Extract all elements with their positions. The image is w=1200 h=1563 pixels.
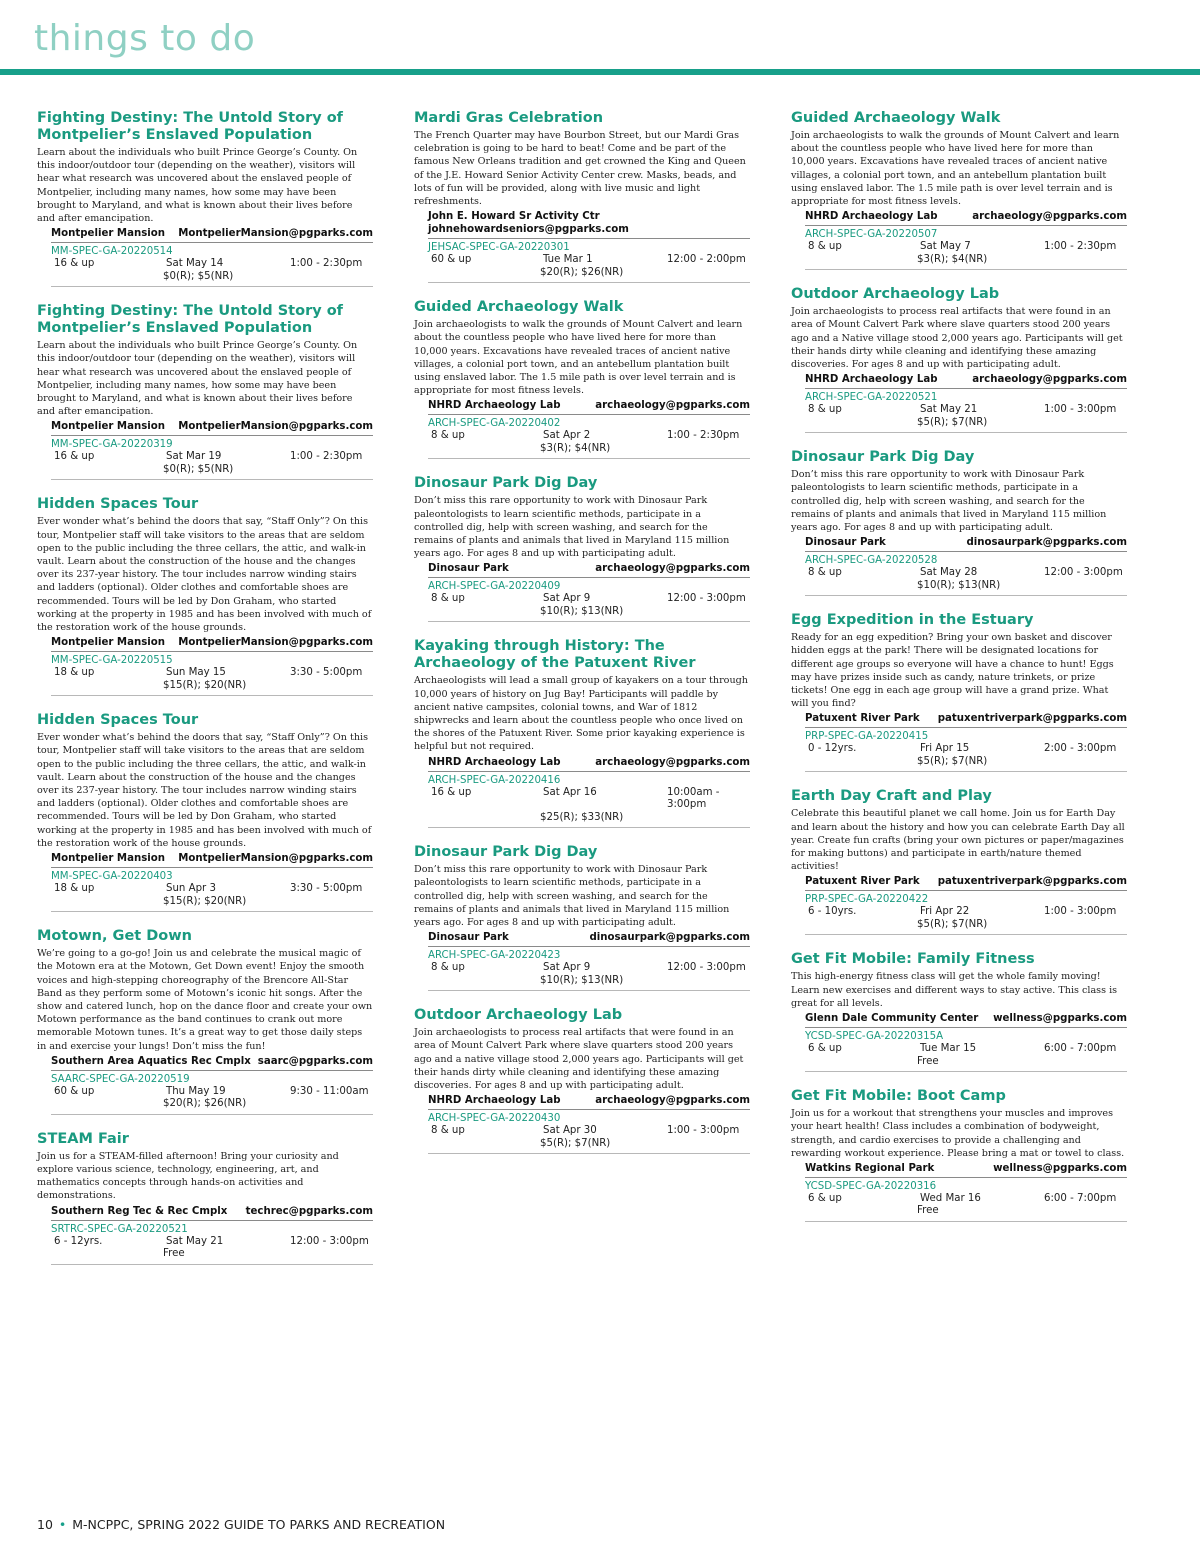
- event-location: NHRD Archaeology Lab: [428, 400, 561, 412]
- event-email[interactable]: dinosaurpark@pgparks.com: [966, 537, 1127, 549]
- event-time: 1:00 - 3:00pm: [1044, 906, 1117, 918]
- event-description: The French Quarter may have Bourbon Street, but our Mardi Gras celebration is going to be hard to beat! Come and be part of the famous New Orleans tradition and get crowned the King and Queen of the J.E. Howard Senior Activity Center crew. Masks, beads, and lots of fun will be provided, along with live music and light refreshments.: [414, 130, 746, 208]
- event-location: Montpelier Mansion: [51, 637, 165, 649]
- event-description: Ever wonder what’s behind the doors that say, “Staff Only”? On this tour, Montpelier staff will take visitors to the areas that are seldom open to the public including the three cellars, the attic, and walk-in vault. Learn about the construction of the house and the changes over its 237-year history. The tour includes narrow winding stairs and ladders (optional). Older clothes and comfortable shoes are recommended. Tours will be led by Don Graham, who started working at the property in 1985 and has been involved with much of the restoration work of the house grounds.: [37, 732, 372, 849]
- event-code: JEHSAC-SPEC-GA-20220301: [428, 242, 570, 254]
- event-location-line: [51, 1055, 373, 1071]
- event-location-line: [805, 1162, 1127, 1178]
- event-description: Join archaeologists to process real artifacts that were found in an area of Mount Calvert Park where slave quarters stood 200 years ago and a native village stood 2,000 years ago. Participants will get their hands dirty while cleaning and identifying these amazing discoveries. For ages 8 and up with participating adult.: [414, 1027, 744, 1091]
- event-schedule-row: [428, 254, 750, 267]
- event-time: 3:30 - 5:00pm: [290, 667, 363, 679]
- event-location-line: [51, 1205, 373, 1221]
- event-location-line: [428, 562, 750, 578]
- event-location: Dinosaur Park: [428, 932, 509, 944]
- event-age: 8 & up: [808, 404, 842, 416]
- event-code: ARCH-SPEC-GA-20220416: [428, 774, 561, 786]
- event-schedule-row: [51, 1236, 373, 1249]
- event-age: 60 & up: [54, 1085, 95, 1097]
- event-schedule-row: [51, 258, 373, 271]
- event-time: 1:00 - 2:30pm: [290, 258, 363, 270]
- event-details: [428, 1094, 750, 1154]
- event-divider: [805, 934, 1127, 935]
- event-age: 0 - 12yrs.: [808, 743, 857, 755]
- event-schedule-row: [428, 430, 750, 443]
- event-location-line: [428, 931, 750, 947]
- event-age: 8 & up: [431, 1125, 465, 1137]
- event-title: Outdoor Archaeology Lab: [414, 1007, 623, 1024]
- event-schedule-row: [805, 404, 1127, 417]
- event-description: Don’t miss this rare opportunity to work with Dinosaur Park paleontologists to learn scientific methods, participate in a controlled dig, help with screen washing, and search for the remains of plants and animals that lived in Maryland 115 million years ago. For ages 8 and up with participating adult.: [414, 864, 730, 928]
- event-location: Montpelier Mansion: [51, 853, 165, 865]
- event-code: ARCH-SPEC-GA-20220423: [428, 950, 561, 962]
- event-divider: [805, 1071, 1127, 1072]
- event-location: Patuxent River Park: [805, 713, 920, 725]
- event-email[interactable]: wellness@pgparks.com: [993, 1013, 1127, 1025]
- event-email[interactable]: dinosaurpark@pgparks.com: [589, 932, 750, 944]
- event-location-line: [51, 420, 373, 436]
- event-description: This high-energy fitness class will get the whole family moving! Learn new exercises and different ways to stay active. This class is great for all levels.: [791, 971, 1118, 1009]
- event-title: Fighting Destiny: The Untold Story of Montpelier’s Enslaved Population: [37, 110, 343, 143]
- event-email[interactable]: wellness@pgparks.com: [993, 1162, 1127, 1174]
- event-listing: [791, 788, 1127, 935]
- event-schedule-row: [805, 1193, 1127, 1206]
- event-location-line: [428, 756, 750, 772]
- event-location: Dinosaur Park: [428, 563, 509, 575]
- event-location-line: [805, 536, 1127, 552]
- event-time: 6:00 - 7:00pm: [1044, 1192, 1117, 1204]
- event-details: [805, 373, 1127, 433]
- event-email[interactable]: MontpelierMansion@pgparks.com: [178, 421, 373, 433]
- event-listing: [791, 951, 1127, 1072]
- event-divider: [428, 990, 750, 991]
- event-time: 1:00 - 3:00pm: [667, 1125, 740, 1137]
- event-time: 1:00 - 2:30pm: [1044, 241, 1117, 253]
- event-age: 16 & up: [54, 258, 95, 270]
- event-time: 12:00 - 3:00pm: [667, 593, 746, 605]
- event-email[interactable]: archaeology@pgparks.com: [972, 211, 1127, 223]
- column-1: [37, 110, 373, 1281]
- event-divider: [428, 282, 750, 283]
- event-schedule-row: [805, 743, 1127, 756]
- event-details: [805, 712, 1127, 772]
- event-schedule-row: [51, 667, 373, 680]
- event-code: ARCH-SPEC-GA-20220521: [805, 392, 938, 404]
- event-divider: [428, 1153, 750, 1154]
- event-price: $20(R); $26(NR): [540, 266, 624, 278]
- event-date: Sat May 14: [166, 258, 224, 270]
- event-time: 9:30 - 11:00am: [290, 1085, 369, 1097]
- event-divider: [428, 827, 750, 828]
- event-email[interactable]: techrec@pgparks.com: [245, 1205, 373, 1217]
- event-divider: [805, 1221, 1127, 1222]
- event-details: [428, 399, 750, 459]
- event-details: [805, 1162, 1127, 1222]
- event-age: 6 - 10yrs.: [808, 906, 857, 918]
- event-date: Sat Apr 9: [543, 593, 591, 605]
- event-age: 8 & up: [431, 593, 465, 605]
- event-description: Join archaeologists to walk the grounds of Mount Calvert and learn about the countless people who have lived here for more than 10,000 years. Excavations have revealed traces of ancient native villages, a colonial port town, and an antebellum plantation built using enslaved labor. The 1.5 mile path is over level terrain and is appropriate for most fitness levels.: [414, 319, 743, 397]
- event-details: [428, 756, 750, 829]
- event-price: $5(R); $7(NR): [917, 416, 988, 428]
- event-time: 12:00 - 3:00pm: [290, 1235, 369, 1247]
- event-email[interactable]: MontpelierMansion@pgparks.com: [178, 228, 373, 240]
- event-time: 2:00 - 3:00pm: [1044, 743, 1117, 755]
- event-date: Sun May 15: [166, 667, 226, 679]
- event-schedule-row: [428, 787, 750, 812]
- event-title: Outdoor Archaeology Lab: [791, 286, 1000, 303]
- event-location: Patuxent River Park: [805, 876, 920, 888]
- header-rule: [0, 69, 1200, 75]
- event-details: [51, 420, 373, 480]
- event-title: Motown, Get Down: [37, 928, 192, 945]
- event-price: $5(R); $7(NR): [917, 755, 988, 767]
- event-location-line: [51, 852, 373, 868]
- event-description: We’re going to a go-go! Join us and celebrate the musical magic of the Motown era at the Motown, Get Down event! Enjoy the smooth voices and high-stepping choreography of the Brencore All-Star Band as they perform some of Motown’s iconic hit songs. After the show and catered lunch, hop on the dance floor and create your own Motown performance as the band continues to crank out more memorable Motown tunes. It’s a great way to get those daily steps in and exercise your lungs! Don’t miss the fun!: [37, 948, 373, 1052]
- event-listing: [414, 844, 750, 991]
- event-location: John E. Howard Sr Activity Ctr: [428, 211, 600, 223]
- event-code: PRP-SPEC-GA-20220415: [805, 731, 929, 743]
- event-location: NHRD Archaeology Lab: [428, 756, 561, 768]
- event-email[interactable]: saarc@pgparks.com: [257, 1055, 373, 1067]
- event-time: 12:00 - 3:00pm: [667, 962, 746, 974]
- event-age: 18 & up: [54, 883, 95, 895]
- event-title: Get Fit Mobile: Boot Camp: [791, 1088, 1006, 1105]
- column-3: [791, 110, 1127, 1238]
- event-price: $0(R); $5(NR): [163, 270, 234, 282]
- event-age: 16 & up: [431, 786, 472, 798]
- event-age: 60 & up: [431, 254, 472, 266]
- event-listing: [37, 1131, 373, 1265]
- event-code: MM-SPEC-GA-20220319: [51, 439, 173, 451]
- event-details: [428, 562, 750, 622]
- event-listing: [791, 1088, 1127, 1222]
- event-location: NHRD Archaeology Lab: [428, 1095, 561, 1107]
- event-title: Hidden Spaces Tour: [37, 496, 199, 513]
- event-price: $5(R); $7(NR): [540, 1137, 611, 1149]
- event-location-line: [805, 875, 1127, 891]
- event-listing: [791, 612, 1127, 772]
- event-age: 18 & up: [54, 667, 95, 679]
- event-code: SRTRC-SPEC-GA-20220521: [51, 1223, 188, 1235]
- event-price: $10(R); $13(NR): [917, 579, 1001, 591]
- event-description: Join us for a workout that strengthens your muscles and improves your heart health! Class includes a combination of bodyweight, strength, and cardio exercises to provide a challenging and rewarding workout experience. Please bring a mat or towel to class.: [791, 1108, 1125, 1159]
- event-description: Don’t miss this rare opportunity to work with Dinosaur Park paleontologists to learn scientific methods, participate in a controlled dig, help with screen washing, and search for the remains of plants and animals that lived in Maryland 115 million years ago. For ages 8 and up with participating adult.: [791, 469, 1107, 534]
- event-price: $15(R); $20(NR): [163, 895, 247, 907]
- event-age: 8 & up: [431, 430, 465, 442]
- event-listing: [414, 299, 750, 459]
- event-title: Mardi Gras Celebration: [414, 110, 604, 126]
- event-date: Tue Mar 15: [920, 1043, 977, 1055]
- event-divider: [51, 1114, 373, 1115]
- event-details: [805, 1012, 1127, 1072]
- event-age: 16 & up: [54, 451, 95, 463]
- event-listing: [37, 496, 373, 696]
- event-code: MM-SPEC-GA-20220514: [51, 246, 173, 258]
- event-listing: [37, 303, 373, 480]
- event-price: $10(R); $13(NR): [540, 605, 624, 617]
- event-time: 1:00 - 3:00pm: [1044, 404, 1117, 416]
- event-schedule-row: [51, 883, 373, 896]
- event-title: Guided Archaeology Walk: [791, 110, 1001, 126]
- event-title: Fighting Destiny: The Untold Story of Montpelier’s Enslaved Population: [37, 303, 343, 337]
- event-description: Join archaeologists to walk the grounds of Mount Calvert and learn about the countless people who have lived here for more than 10,000 years. Excavations have revealed traces of ancient native villages, a colonial port town, and an antebellum plantation built using enslaved labor. The 1.5 mile path is over level terrain and is appropriate for most fitness levels.: [791, 130, 1120, 208]
- event-details: [51, 636, 373, 696]
- event-details: [428, 210, 750, 283]
- event-price: $20(R); $26(NR): [163, 1098, 247, 1110]
- event-details: [51, 227, 373, 287]
- event-date: Sat May 7: [920, 241, 971, 253]
- event-code: ARCH-SPEC-GA-20220409: [428, 581, 561, 593]
- event-listing: [37, 928, 373, 1115]
- event-title: Earth Day Craft and Play: [791, 788, 992, 805]
- event-price: $3(R); $4(NR): [917, 253, 988, 265]
- event-location: Montpelier Mansion: [51, 228, 165, 240]
- event-price: $3(R); $4(NR): [540, 442, 611, 454]
- event-divider: [428, 621, 750, 622]
- event-date: Sun Apr 3: [166, 883, 216, 895]
- event-code: YCSD-SPEC-GA-20220315A: [805, 1031, 944, 1043]
- event-time: 1:00 - 2:30pm: [290, 451, 363, 463]
- event-schedule-row: [428, 593, 750, 606]
- event-title: Guided Archaeology Walk: [414, 299, 624, 316]
- event-description: Archaeologists will lead a small group of kayakers on a tour through 10,000 years of history on Jug Bay! Participants will paddle by ancient native campsites, colonial towns, and War of 1812 shipwrecks and learn about the countless people who once lived on the shores of the Patuxent River. Some prior kayaking experience is helpful but not required.: [414, 675, 748, 753]
- event-location-line: [428, 399, 750, 415]
- event-code: ARCH-SPEC-GA-20220507: [805, 229, 938, 241]
- event-listing: [37, 712, 373, 912]
- event-location: Watkins Regional Park: [805, 1162, 935, 1174]
- event-age: 6 & up: [808, 1043, 842, 1055]
- event-location-line: [428, 210, 750, 239]
- event-code: ARCH-SPEC-GA-20220430: [428, 1113, 561, 1125]
- event-age: 6 & up: [808, 1192, 842, 1204]
- event-description: Join us for a STEAM-filled afternoon! Bring your curiosity and explore various science, technology, engineering, art, and mathematics concepts through hands-on activities and demonstrations.: [37, 1150, 339, 1202]
- event-date: Sat Apr 30: [543, 1125, 597, 1137]
- event-email[interactable]: MontpelierMansion@pgparks.com: [178, 637, 373, 649]
- event-details: [805, 536, 1127, 596]
- event-time: 10:00am - 3:00pm: [667, 786, 720, 811]
- page-footer: [37, 1517, 445, 1532]
- event-price: $25(R); $33(NR): [540, 811, 624, 823]
- event-location: Montpelier Mansion: [51, 421, 165, 433]
- page-number: 10: [37, 1517, 53, 1532]
- event-listing: [414, 110, 750, 283]
- event-location: NHRD Archaeology Lab: [805, 374, 938, 386]
- event-title: Dinosaur Park Dig Day: [791, 449, 975, 466]
- event-location: Dinosaur Park: [805, 537, 886, 549]
- event-date: Sat Mar 19: [166, 451, 222, 463]
- event-divider: [428, 458, 750, 459]
- event-description: Learn about the individuals who built Prince George’s County. On this indoor/outdoor tour (depending on the weather), visitors will hear what research was uncovered about the enslaved people of Montpelier, including many names, how some may have been brought to Maryland, and what is known about their lives before and after emancipation.: [37, 340, 358, 418]
- event-time: 6:00 - 7:00pm: [1044, 1043, 1117, 1055]
- event-location: NHRD Archaeology Lab: [805, 211, 938, 223]
- event-location-line: [805, 210, 1127, 226]
- event-details: [805, 210, 1127, 270]
- column-2: [414, 110, 750, 1170]
- event-email[interactable]: patuxentriverpark@pgparks.com: [937, 713, 1127, 725]
- event-date: Tue Mar 1: [543, 254, 593, 266]
- event-email[interactable]: MontpelierMansion@pgparks.com: [178, 853, 373, 865]
- event-email[interactable]: archaeology@pgparks.com: [595, 400, 750, 412]
- event-code: SAARC-SPEC-GA-20220519: [51, 1073, 190, 1085]
- event-date: Sat May 21: [166, 1235, 224, 1247]
- event-age: 6 - 12yrs.: [54, 1235, 103, 1247]
- section-title: things to do: [34, 18, 256, 59]
- event-schedule-row: [805, 1043, 1127, 1056]
- event-code: PRP-SPEC-GA-20220422: [805, 894, 929, 906]
- event-code: MM-SPEC-GA-20220515: [51, 655, 173, 667]
- event-email[interactable]: johnehowardseniors@pgparks.com: [428, 224, 629, 236]
- event-title: Dinosaur Park Dig Day: [414, 475, 598, 492]
- event-email[interactable]: archaeology@pgparks.com: [595, 563, 750, 575]
- event-location: Southern Reg Tec & Rec Cmplx: [51, 1205, 228, 1217]
- event-code: MM-SPEC-GA-20220403: [51, 871, 173, 883]
- event-listing: [791, 449, 1127, 596]
- event-details: [51, 1205, 373, 1265]
- event-price: Free: [163, 1248, 185, 1260]
- event-details: [805, 875, 1127, 935]
- event-price: Free: [917, 1055, 939, 1067]
- event-details: [51, 1055, 373, 1115]
- event-email[interactable]: archaeology@pgparks.com: [595, 756, 750, 768]
- event-email[interactable]: patuxentriverpark@pgparks.com: [937, 876, 1127, 888]
- event-divider: [51, 911, 373, 912]
- event-location-line: [805, 373, 1127, 389]
- event-divider: [805, 269, 1127, 270]
- event-date: Wed Mar 16: [920, 1192, 981, 1204]
- event-schedule-row: [51, 1086, 373, 1099]
- event-age: 8 & up: [431, 962, 465, 974]
- event-title: Hidden Spaces Tour: [37, 712, 199, 729]
- event-listing: [414, 475, 750, 622]
- event-email[interactable]: archaeology@pgparks.com: [595, 1095, 750, 1107]
- event-location-line: [428, 1094, 750, 1110]
- event-time: 12:00 - 2:00pm: [667, 254, 746, 266]
- event-listing: [414, 638, 750, 828]
- event-schedule-row: [805, 567, 1127, 580]
- event-date: Sat Apr 2: [543, 430, 591, 442]
- event-location-line: [51, 227, 373, 243]
- event-age: 8 & up: [808, 567, 842, 579]
- event-date: Sat Apr 16: [543, 786, 597, 798]
- event-time: 1:00 - 2:30pm: [667, 430, 740, 442]
- event-schedule-row: [805, 906, 1127, 919]
- event-divider: [805, 595, 1127, 596]
- page-header: [0, 0, 1200, 76]
- event-title: Kayaking through History: The Archaeology of the Patuxent River: [414, 638, 696, 672]
- event-listing: [414, 1007, 750, 1154]
- event-title: STEAM Fair: [37, 1130, 129, 1147]
- footer-text: M-NCPPC, SPRING 2022 GUIDE TO PARKS AND RECREATION: [72, 1517, 446, 1532]
- event-description: Ever wonder what’s behind the doors that say, “Staff Only”? On this tour, Montpelier staff will take visitors to the areas that are seldom open to the public including the three cellars, the attic, and walk-in vault. Learn about the construction of the house and the changes over its 237-year history. The tour includes narrow winding stairs and ladders (optional). Older clothes and comfortable shoes are recommended. Tours will be led by Don Graham, who started working at the property in 1985 and has been involved with much of the restoration work of the house grounds.: [37, 516, 372, 634]
- event-age: 8 & up: [808, 241, 842, 253]
- event-price: $10(R); $13(NR): [540, 974, 624, 986]
- event-description: Ready for an egg expedition? Bring your own basket and discover hidden eggs at the park! There will be designated locations for different age groups so everyone will have a chance to hunt! Eggs may have prizes inside such as candy, nature trinkets, or prize tickets! One egg in each age group will have a grand prize. What will you find?: [791, 632, 1114, 710]
- event-divider: [51, 479, 373, 480]
- event-price: $5(R); $7(NR): [917, 918, 988, 930]
- footer-separator: •: [58, 1517, 67, 1532]
- event-description: Celebrate this beautiful planet we call home. Join us for Earth Day and learn about the history and how you can celebrate Earth Day all year. Create fun crafts (bring your own pictures or paper/magazines for making buttons) and participate in earth/nature themed activities!: [791, 808, 1125, 873]
- event-price: $15(R); $20(NR): [163, 679, 247, 691]
- event-schedule-row: [428, 1125, 750, 1138]
- event-email[interactable]: archaeology@pgparks.com: [972, 374, 1127, 386]
- event-divider: [805, 432, 1127, 433]
- event-listing: [37, 110, 373, 287]
- event-time: 3:30 - 5:00pm: [290, 883, 363, 895]
- event-divider: [51, 695, 373, 696]
- event-divider: [51, 1264, 373, 1265]
- event-location-line: [805, 1012, 1127, 1028]
- event-code: ARCH-SPEC-GA-20220402: [428, 418, 561, 430]
- event-date: Thu May 19: [166, 1085, 226, 1097]
- event-title: Egg Expedition in the Estuary: [791, 612, 1034, 629]
- event-location-line: [805, 712, 1127, 728]
- event-details: [428, 931, 750, 991]
- event-time: 12:00 - 3:00pm: [1044, 567, 1123, 579]
- event-date: Sat May 21: [920, 404, 978, 416]
- event-schedule-row: [428, 962, 750, 975]
- event-description: Learn about the individuals who built Prince George’s County. On this indoor/outdoor tour (depending on the weather), visitors will hear what research was uncovered about the enslaved people of Montpelier, including many names, how some may have been brought to Maryland, and what is known about their lives before and after emancipation.: [37, 147, 358, 225]
- event-location: Glenn Dale Community Center: [805, 1013, 979, 1025]
- event-details: [51, 852, 373, 912]
- event-date: Fri Apr 22: [920, 906, 970, 918]
- event-price: $0(R); $5(NR): [163, 463, 234, 475]
- event-description: Join archaeologists to process real artifacts that were found in an area of Mount Calvert Park where slave quarters stood 200 years ago and a Native village stood 2,000 years ago. Participants will get their hands dirty while cleaning and identifying these amazing discoveries. For ages 8 and up with participating adult.: [791, 306, 1123, 371]
- event-location: Southern Area Aquatics Rec Cmplx: [51, 1055, 251, 1067]
- event-date: Fri Apr 15: [920, 743, 970, 755]
- event-divider: [51, 286, 373, 287]
- event-title: Dinosaur Park Dig Day: [414, 844, 598, 861]
- event-location-line: [51, 636, 373, 652]
- event-schedule-row: [805, 241, 1127, 254]
- event-code: YCSD-SPEC-GA-20220316: [805, 1180, 937, 1192]
- event-date: Sat May 28: [920, 567, 978, 579]
- event-divider: [805, 771, 1127, 772]
- event-title: Get Fit Mobile: Family Fitness: [791, 951, 1035, 968]
- event-schedule-row: [51, 451, 373, 464]
- event-listing: [791, 110, 1127, 270]
- event-code: ARCH-SPEC-GA-20220528: [805, 555, 938, 567]
- event-description: Don’t miss this rare opportunity to work with Dinosaur Park paleontologists to learn scientific methods, participate in a controlled dig, help with screen washing, and search for the remains of plants and animals that lived in Maryland 115 million years ago. For ages 8 and up with participating adult.: [414, 495, 730, 560]
- event-price: Free: [917, 1205, 939, 1217]
- event-date: Sat Apr 9: [543, 962, 591, 974]
- event-listing: [791, 286, 1127, 433]
